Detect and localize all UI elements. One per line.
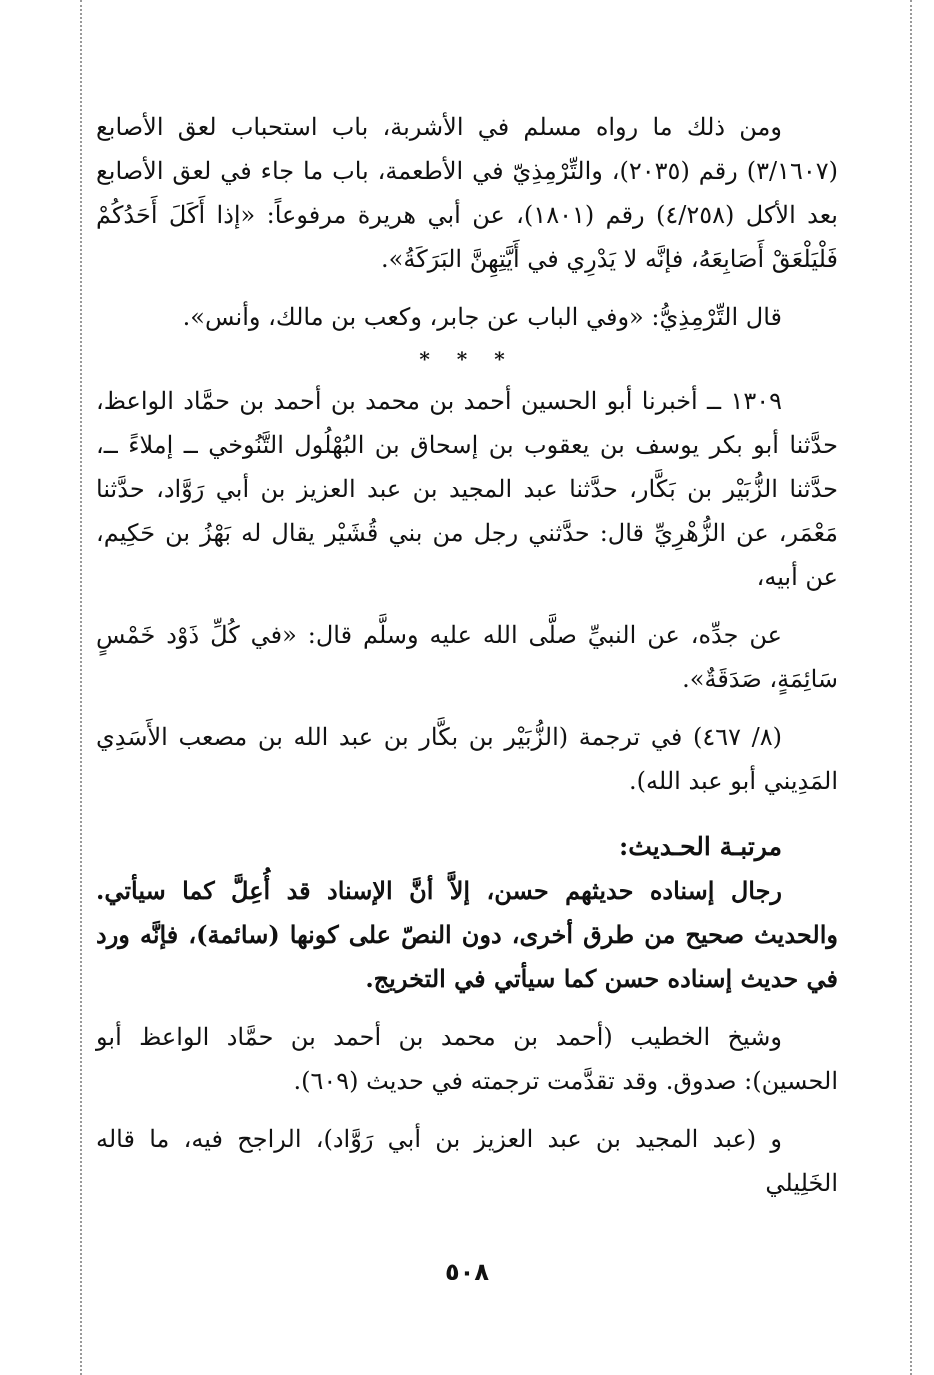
grading-paragraph: رجال إسناده حديثهم حسن، إلاَّ أنَّ الإسناد قد أُعِلَّ كما سيأتي. والحديث صحيح من طرق أخرى، دون النصّ على كونها (سائمة)، فإنَّه ورد في حديث إسناده حسن كما سيأتي في التخريج. [96,876,838,993]
hadith-matn: عن جدِّه، عن النبيِّ صلَّى الله عليه وسلَّم قال: «في كُلِّ ذَوْد خَمْسٍ سَائِمَةٍ، صَدَقَةٌ». [96,621,838,693]
page-body [96,105,838,1205]
narrator-note-1: وشيخ الخطيب (أحمد بن محمد بن أحمد بن حمَّاد الواعظ أبو الحسين): صدوق. وقد تقدَّمت ترجمته في حديث (٦٠٩). [96,1023,838,1095]
source-reference: (٨/ ٤٦٧) في ترجمة (الزُّبَيْر بن بكَّار بن عبد الله بن مصعب الأَسَدِي المَدِيني أبو عبد الله). [96,723,838,795]
section-heading: مرتبـة الحـديث: [618,832,782,861]
paragraph-1: ومن ذلك ما رواه مسلم في الأشربة، باب استحباب لعق الأصابع (٣/١٦٠٧) رقم (٢٠٣٥)، والتِّرْمِذِيّ في الأطعمة، باب ما جاء في لعق الأصابع بعد الأكل (٤/٢٥٨) رقم (١٨٠١)، عن أبي هريرة مرفوعاً: «إذا أَكَلَ أَحَدُكُمْ فَلْيَلْعَقْ أَصَابِعَهُ، فإنَّه لا يَدْرِي في أَيَّتِهِنَّ البَرَكَةُ». [96,113,838,273]
page-number: ٥٠٨ [445,1258,489,1286]
left-margin-rule [80,0,82,1375]
paragraph-2: قال التِّرْمِذِيُّ: «وفي الباب عن جابر، وكعب بن مالك، وأنس». [182,303,782,331]
narrator-note-2: و (عبد المجيد بن عبد العزيز بن أبي رَوَّاد)، الراجح فيه، ما قاله الخَلِيلي [96,1125,838,1197]
right-margin-rule [910,0,912,1375]
hadith-1309: ١٣٠٩ ــ أخبرنا أبو الحسين أحمد بن محمد بن أحمد بن حمَّاد الواعظ، حدَّثنا أبو بكر يوسف بن يعقوب بن إسحاق بن البُهْلُول التَّنُوخي ــ إملاءً ــ، حدَّثنا الزُّبَيْر بن بَكَّار، حدَّثنا عبد المجيد بن عبد العزيز بن أبي رَوَّاد، حدَّثنا مَعْمَر، عن الزُّهْرِيِّ قال: حدَّثني رجل من بني قُشَيْر يقال له بَهْزُ بن حَكِيم، عن أبيه، [96,387,838,591]
section-separator: * * * [419,347,515,371]
